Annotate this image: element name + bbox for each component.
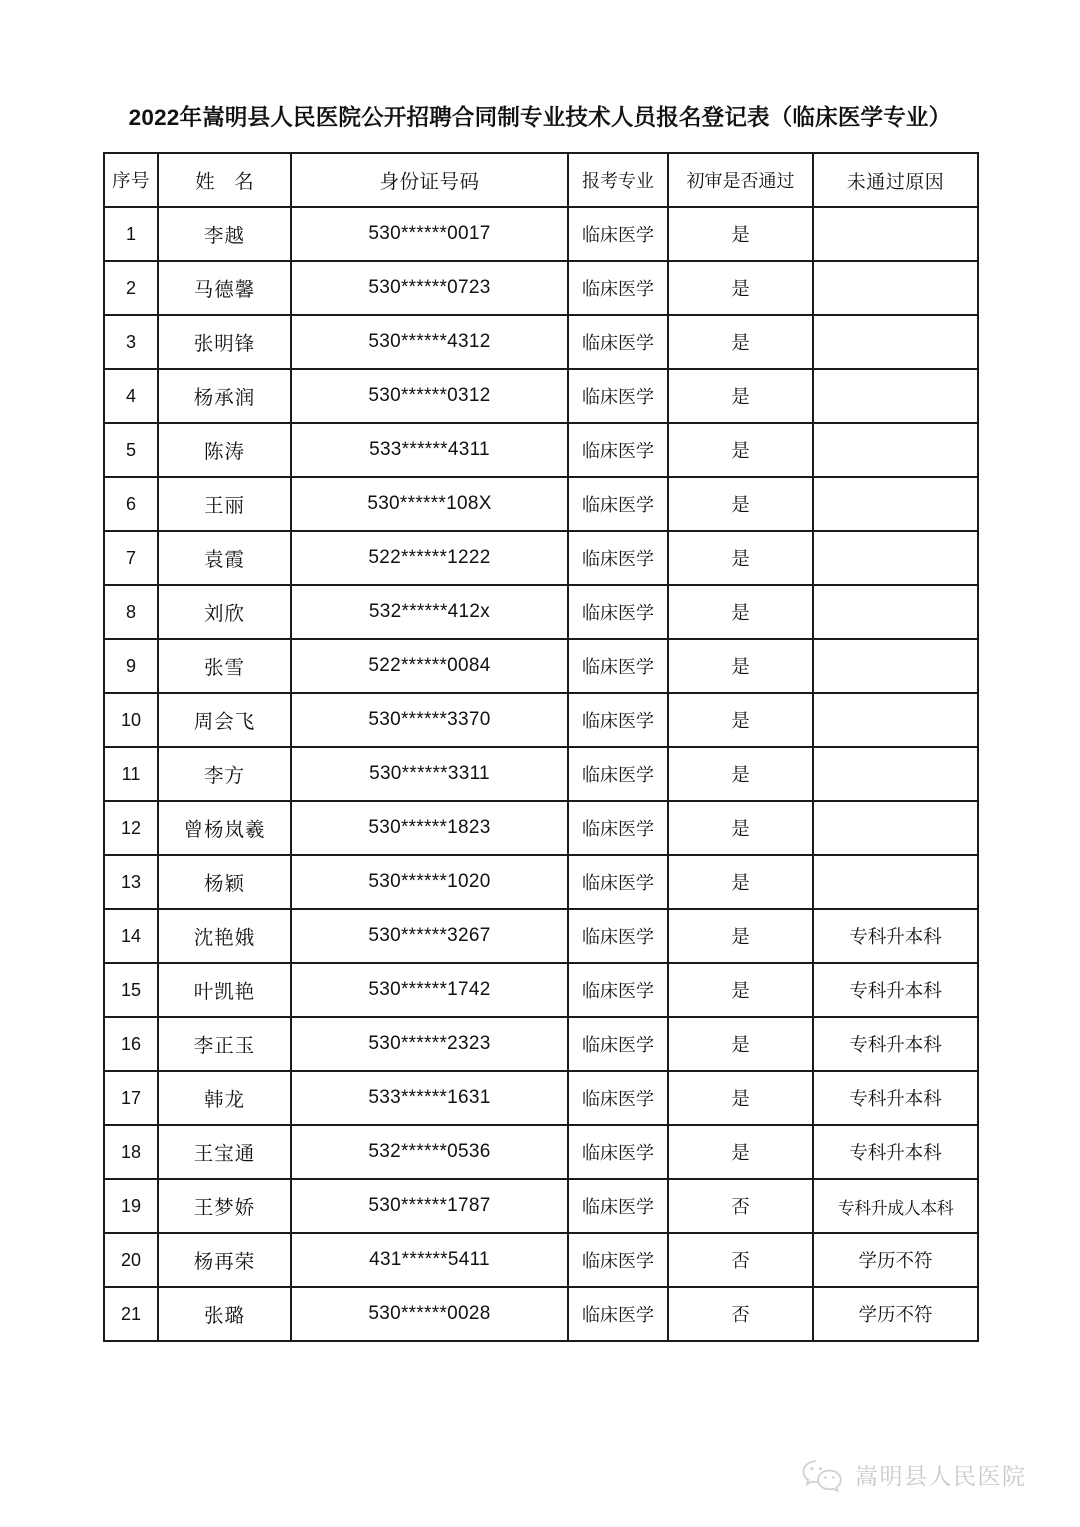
registration-table — [103, 152, 979, 1342]
cell-major: 临床医学 — [568, 207, 668, 261]
cell-id-number: 530******1787 — [291, 1179, 568, 1233]
cell-index: 11 — [104, 747, 158, 801]
cell-major: 临床医学 — [568, 531, 668, 585]
cell-id-number: 530******3370 — [291, 693, 568, 747]
cell-index: 8 — [104, 585, 158, 639]
cell-passed: 是 — [668, 747, 813, 801]
cell-name: 李越 — [158, 207, 291, 261]
cell-reason: 专科升本科 — [813, 909, 978, 963]
cell-passed: 是 — [668, 315, 813, 369]
wechat-icon — [800, 1458, 846, 1494]
cell-major: 临床医学 — [568, 1071, 668, 1125]
cell-id-number: 522******1222 — [291, 531, 568, 585]
cell-name: 袁霞 — [158, 531, 291, 585]
cell-major: 临床医学 — [568, 1125, 668, 1179]
cell-passed: 是 — [668, 909, 813, 963]
cell-passed: 否 — [668, 1287, 813, 1341]
cell-index: 20 — [104, 1233, 158, 1287]
cell-major: 临床医学 — [568, 369, 668, 423]
cell-passed: 是 — [668, 693, 813, 747]
cell-index: 10 — [104, 693, 158, 747]
column-header-major: 报考专业 — [568, 153, 668, 207]
cell-index: 19 — [104, 1179, 158, 1233]
cell-passed: 是 — [668, 1017, 813, 1071]
cell-id-number: 530******0017 — [291, 207, 568, 261]
cell-passed: 是 — [668, 639, 813, 693]
cell-name: 李正玉 — [158, 1017, 291, 1071]
cell-passed: 是 — [668, 477, 813, 531]
cell-reason — [813, 855, 978, 909]
cell-major: 临床医学 — [568, 1179, 668, 1233]
cell-major: 临床医学 — [568, 747, 668, 801]
cell-major: 临床医学 — [568, 801, 668, 855]
cell-id-number: 533******4311 — [291, 423, 568, 477]
cell-major: 临床医学 — [568, 693, 668, 747]
cell-index: 6 — [104, 477, 158, 531]
column-header-id-number: 身份证号码 — [291, 153, 568, 207]
table-row — [104, 1179, 978, 1233]
cell-reason — [813, 531, 978, 585]
cell-id-number: 530******108X — [291, 477, 568, 531]
cell-index: 15 — [104, 963, 158, 1017]
cell-index: 17 — [104, 1071, 158, 1125]
cell-index: 13 — [104, 855, 158, 909]
cell-reason — [813, 423, 978, 477]
cell-index: 5 — [104, 423, 158, 477]
page-title: 2022年嵩明县人民医院公开招聘合同制专业技术人员报名登记表（临床医学专业） — [128, 105, 952, 130]
cell-passed: 是 — [668, 1125, 813, 1179]
cell-name: 陈涛 — [158, 423, 291, 477]
cell-name: 韩龙 — [158, 1071, 291, 1125]
cell-name: 杨颖 — [158, 855, 291, 909]
cell-name: 周会飞 — [158, 693, 291, 747]
cell-name: 王宝通 — [158, 1125, 291, 1179]
cell-id-number: 530******3311 — [291, 747, 568, 801]
footer-brand — [800, 1458, 1027, 1494]
column-header-passed: 初审是否通过 — [668, 153, 813, 207]
cell-name: 叶凯艳 — [158, 963, 291, 1017]
cell-id-number: 530******1823 — [291, 801, 568, 855]
cell-index: 9 — [104, 639, 158, 693]
cell-name: 王梦娇 — [158, 1179, 291, 1233]
cell-index: 7 — [104, 531, 158, 585]
cell-major: 临床医学 — [568, 909, 668, 963]
cell-name: 曾杨岚羲 — [158, 801, 291, 855]
table-row — [104, 207, 978, 261]
registration-table-container — [103, 152, 977, 1342]
table-row — [104, 423, 978, 477]
cell-index: 21 — [104, 1287, 158, 1341]
cell-id-number: 530******0723 — [291, 261, 568, 315]
cell-reason — [813, 747, 978, 801]
cell-reason: 学历不符 — [813, 1287, 978, 1341]
cell-id-number: 530******0028 — [291, 1287, 568, 1341]
cell-id-number: 532******412x — [291, 585, 568, 639]
cell-reason — [813, 693, 978, 747]
cell-reason: 专科升成人本科 — [813, 1179, 978, 1233]
cell-reason — [813, 639, 978, 693]
cell-id-number: 532******0536 — [291, 1125, 568, 1179]
table-body — [104, 207, 978, 1341]
cell-name: 杨再荣 — [158, 1233, 291, 1287]
cell-id-number: 530******4312 — [291, 315, 568, 369]
cell-name: 马德馨 — [158, 261, 291, 315]
cell-index: 3 — [104, 315, 158, 369]
cell-name: 王丽 — [158, 477, 291, 531]
table-row — [104, 1071, 978, 1125]
cell-id-number: 530******1742 — [291, 963, 568, 1017]
cell-id-number: 431******5411 — [291, 1233, 568, 1287]
cell-reason — [813, 369, 978, 423]
cell-reason: 专科升本科 — [813, 1125, 978, 1179]
table-row — [104, 963, 978, 1017]
cell-passed: 是 — [668, 369, 813, 423]
cell-index: 2 — [104, 261, 158, 315]
cell-major: 临床医学 — [568, 423, 668, 477]
cell-major: 临床医学 — [568, 585, 668, 639]
cell-passed: 是 — [668, 963, 813, 1017]
cell-index: 12 — [104, 801, 158, 855]
cell-reason — [813, 477, 978, 531]
cell-major: 临床医学 — [568, 477, 668, 531]
cell-id-number: 530******2323 — [291, 1017, 568, 1071]
table-row — [104, 639, 978, 693]
cell-major: 临床医学 — [568, 963, 668, 1017]
cell-name: 杨承润 — [158, 369, 291, 423]
table-row — [104, 1017, 978, 1071]
cell-id-number: 530******1020 — [291, 855, 568, 909]
table-row — [104, 909, 978, 963]
cell-name: 刘欣 — [158, 585, 291, 639]
cell-passed: 否 — [668, 1233, 813, 1287]
column-header-reason: 未通过原因 — [813, 153, 978, 207]
cell-reason — [813, 261, 978, 315]
cell-passed: 是 — [668, 585, 813, 639]
cell-index: 16 — [104, 1017, 158, 1071]
cell-name: 李方 — [158, 747, 291, 801]
column-header-index: 序号 — [104, 153, 158, 207]
cell-reason: 学历不符 — [813, 1233, 978, 1287]
table-row — [104, 477, 978, 531]
cell-id-number: 530******3267 — [291, 909, 568, 963]
cell-reason — [813, 315, 978, 369]
table-row — [104, 531, 978, 585]
cell-index: 14 — [104, 909, 158, 963]
table-row — [104, 801, 978, 855]
cell-major: 临床医学 — [568, 1017, 668, 1071]
table-header-row — [104, 153, 978, 207]
table-row — [104, 855, 978, 909]
cell-name: 沈艳娥 — [158, 909, 291, 963]
column-header-name: 姓 名 — [158, 153, 291, 207]
cell-id-number: 530******0312 — [291, 369, 568, 423]
table-row — [104, 585, 978, 639]
cell-major: 临床医学 — [568, 639, 668, 693]
cell-name: 张明锋 — [158, 315, 291, 369]
table-row — [104, 1287, 978, 1341]
table-row — [104, 261, 978, 315]
cell-index: 18 — [104, 1125, 158, 1179]
cell-reason — [813, 207, 978, 261]
cell-reason: 专科升本科 — [813, 963, 978, 1017]
cell-passed: 否 — [668, 1179, 813, 1233]
table-row — [104, 1233, 978, 1287]
table-row — [104, 369, 978, 423]
cell-passed: 是 — [668, 261, 813, 315]
cell-id-number: 522******0084 — [291, 639, 568, 693]
cell-index: 1 — [104, 207, 158, 261]
cell-passed: 是 — [668, 531, 813, 585]
cell-name: 张璐 — [158, 1287, 291, 1341]
cell-passed: 是 — [668, 801, 813, 855]
cell-reason: 专科升本科 — [813, 1071, 978, 1125]
cell-passed: 是 — [668, 1071, 813, 1125]
cell-reason: 专科升本科 — [813, 1017, 978, 1071]
cell-major: 临床医学 — [568, 1287, 668, 1341]
cell-passed: 是 — [668, 207, 813, 261]
table-row — [104, 693, 978, 747]
cell-index: 4 — [104, 369, 158, 423]
cell-passed: 是 — [668, 423, 813, 477]
cell-major: 临床医学 — [568, 855, 668, 909]
brand-name-label: 嵩明县人民医院 — [855, 1463, 1027, 1489]
table-row — [104, 1125, 978, 1179]
table-row — [104, 315, 978, 369]
cell-passed: 是 — [668, 855, 813, 909]
cell-reason — [813, 585, 978, 639]
cell-major: 临床医学 — [568, 261, 668, 315]
cell-reason — [813, 801, 978, 855]
cell-id-number: 533******1631 — [291, 1071, 568, 1125]
cell-major: 临床医学 — [568, 1233, 668, 1287]
cell-major: 临床医学 — [568, 315, 668, 369]
cell-name: 张雪 — [158, 639, 291, 693]
table-row — [104, 747, 978, 801]
